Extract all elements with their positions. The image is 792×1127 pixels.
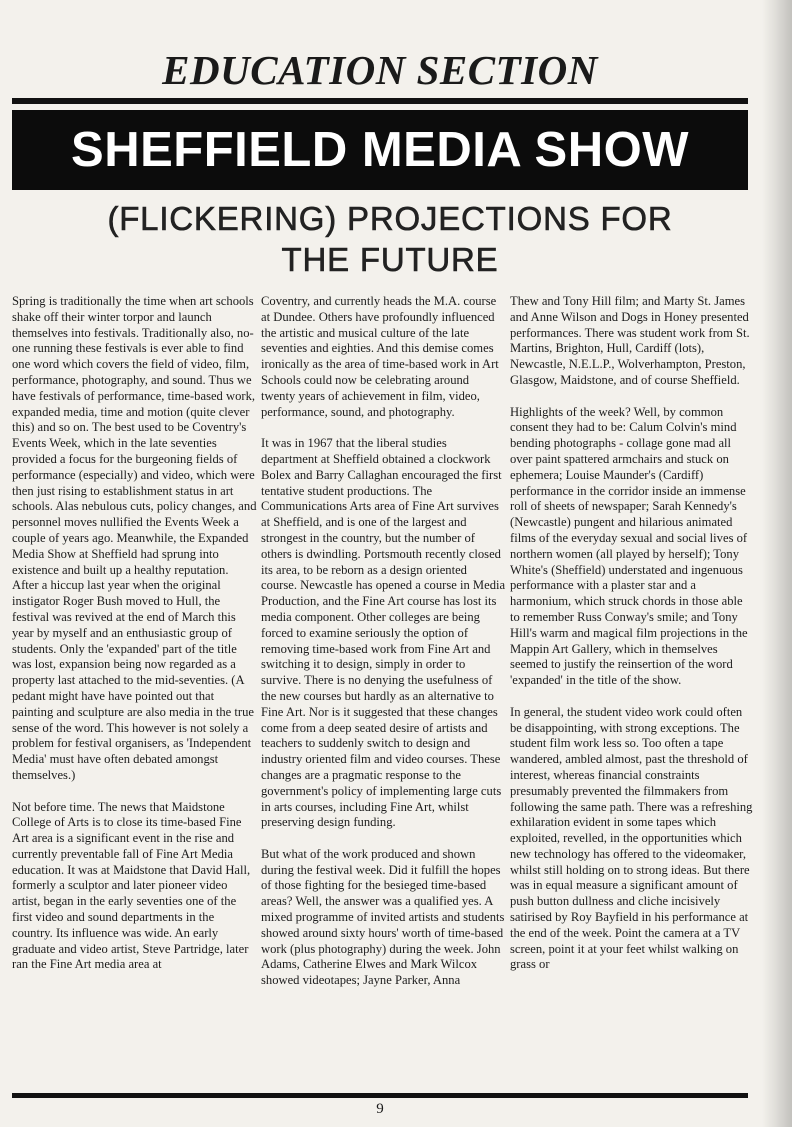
headline-line-2: THE FUTURE [281, 241, 499, 278]
paragraph: Coventry, and currently heads the M.A. course at Dundee. Others have profoundly influenced the artistic and musical culture of the late seventies and eighties. And this demise comes ironically as the area of time-based work in Art Schools could now be celebrating around twenty years of achievement in film, video, performance, sound, and photography. [261, 294, 499, 419]
article-column-2 [261, 294, 506, 1005]
section-title: EDUCATION SECTION [162, 47, 598, 93]
paragraph: Not before time. The news that Maidstone College of Arts is to close its time-based Fine Art area is a significant event in the rise and currently preventable fall of Fine Art Media education. It was at Maidstone that David Hall, formerly a sculptor and later pioneer video artist, began in the early seventies one of the first video and sound departments in the country. Its influence was wide. An early graduate and video artist, Steve Partridge, later ran the Fine Art media area at [12, 799, 251, 972]
banner-title: SHEFFIELD MEDIA SHOW [71, 123, 689, 177]
article-column-1 [12, 294, 257, 989]
paragraph: Highlights of the week? Well, by common consent they had to be: Calum Colvin's mind bending photographs - collage gone mad all over paint spattered armchairs and stuck on ephemera; Louise Maunder's (Cardiff) performance in the corridor inside an immense roll of sheets of newspaper; Sarah Kennedy's (Newcastle) pungent and hilarious animated films of the everyday sexual and social lives of northern women (all played by herself); Tony White's (Sheffield) understated and ingenuous performance with a plaster star and a harmonium, which struck chords in those able to remember Russ Conway's smile; and Tony Hill's warm and magical film projections in the Mappin Art Gallery, which in themselves seemed to justify the reinsertion of the word 'expanded' in the title of the show. [510, 404, 748, 688]
headline-line-1: (FLICKERING) PROJECTIONS FOR [107, 200, 673, 237]
paragraph: In general, the student video work could often be disappointing, with strong exceptions. The student film work less so. Too often a tape wandered, ambled almost, past the threshold of interest, whereas financial constraints presumably prevented the filmmakers from following the same path. There was a refreshing exhilaration evident in some tapes which exploited, revelled, in the opportunities which new technology has offered to the videomaker, whilst still holding on to strong ideas. But there was in equal measure a significant amount of push button dullness and cliche incisively satirised by Roy Bayfield in his performance at the end of the week. Point the camera at a TV screen, point it at your feet whilst walking on grass or [510, 704, 753, 972]
title-banner [12, 110, 748, 190]
article-headline [40, 198, 740, 280]
paragraph: But what of the work produced and shown during the festival week. Did it fulfill the hopes of those fighting for the besieged time-based areas? Well, the answer was a qualified yes. A mixed programme of invited artists and students showed around sixty hours' worth of time-based work (plus photography) during the week. John Adams, Catherine Elwes and Mark Wilcox showed videotapes; Jayne Parker, Anna [261, 846, 505, 988]
page-number: 9 [376, 1101, 384, 1117]
top-rule [12, 98, 748, 104]
paragraph: It was in 1967 that the liberal studies department at Sheffield obtained a clockwork Bolex and Barry Callaghan encouraged the first tentative student productions. The Communications Arts area of Fine Art survives at Sheffield, and is one of the largest and strongest in the country, but the number of others is dwindling. Portsmouth recently closed its area, to be reborn as a design oriented course. Newcastle has opened a course in Media Production, and the Fine Art course has lost its media component. Other colleges are being forced to examine seriously the option of removing time-based work from Fine Art and switching it to design, simply in order to survive. There is no denying the usefulness of the new courses but hardly as an alternative to Fine Art. Nor is it suggested that these changes come from a deep seated desire of artists and teachers to suddenly switch to design and industry oriented film and video courses. These changes are a pragmatic response to the government's policy of implementing large cuts in arts courses, including Fine Art, whilst preserving design funding. [261, 436, 506, 830]
paragraph: Thew and Tony Hill film; and Marty St. James and Anne Wilson and Dogs in Honey presented performances. There was student work from St. Martins, Brighton, Hull, Cardiff (lots), Newcastle, N.E.L.P., Wolverhampton, Preston, Glasgow, Maidstone, and of course Sheffield. [510, 294, 750, 387]
paragraph: Spring is traditionally the time when art schools shake off their winter torpor and launch themselves into festivals. Traditionally also, no-one running these festivals is ever able to find one word which covers the field of video, film, performance, photography, and sound. Thus we have festivals of performance, time-based work, expanded media, time and motion (quite clever this) and so on. The best used to be Coventry's Events Week, which in the late seventies provided a focus for the burgeoning fields of performance (especially) and video, which were then just rising to establishment status in art schools. Alas nebulous cuts, policy changes, and personnel moves nullified the Events Week a couple of years ago. Meanwhile, the Expanded Media Show at Sheffield had sprung into existence and built up a healthy reputation. After a hiccup last year when the original instigator Roger Bush moved to Hull, the festival was revived at the end of March this year by myself and an enthusiastic group of students. Only the 'expanded' part of the title was lost, expansion being now regarded as a property last attached to the mid-seventies. (A pedant might have have pointed out that painting and sculpture are also media in the true sense of the word. This however is not solely a problem for festival organisers, as 'Independent Media' must have often debated amongst themselves.) [12, 294, 257, 782]
article-column-3 [510, 294, 755, 989]
bottom-rule [12, 1093, 748, 1098]
binding-shadow [762, 0, 792, 1127]
